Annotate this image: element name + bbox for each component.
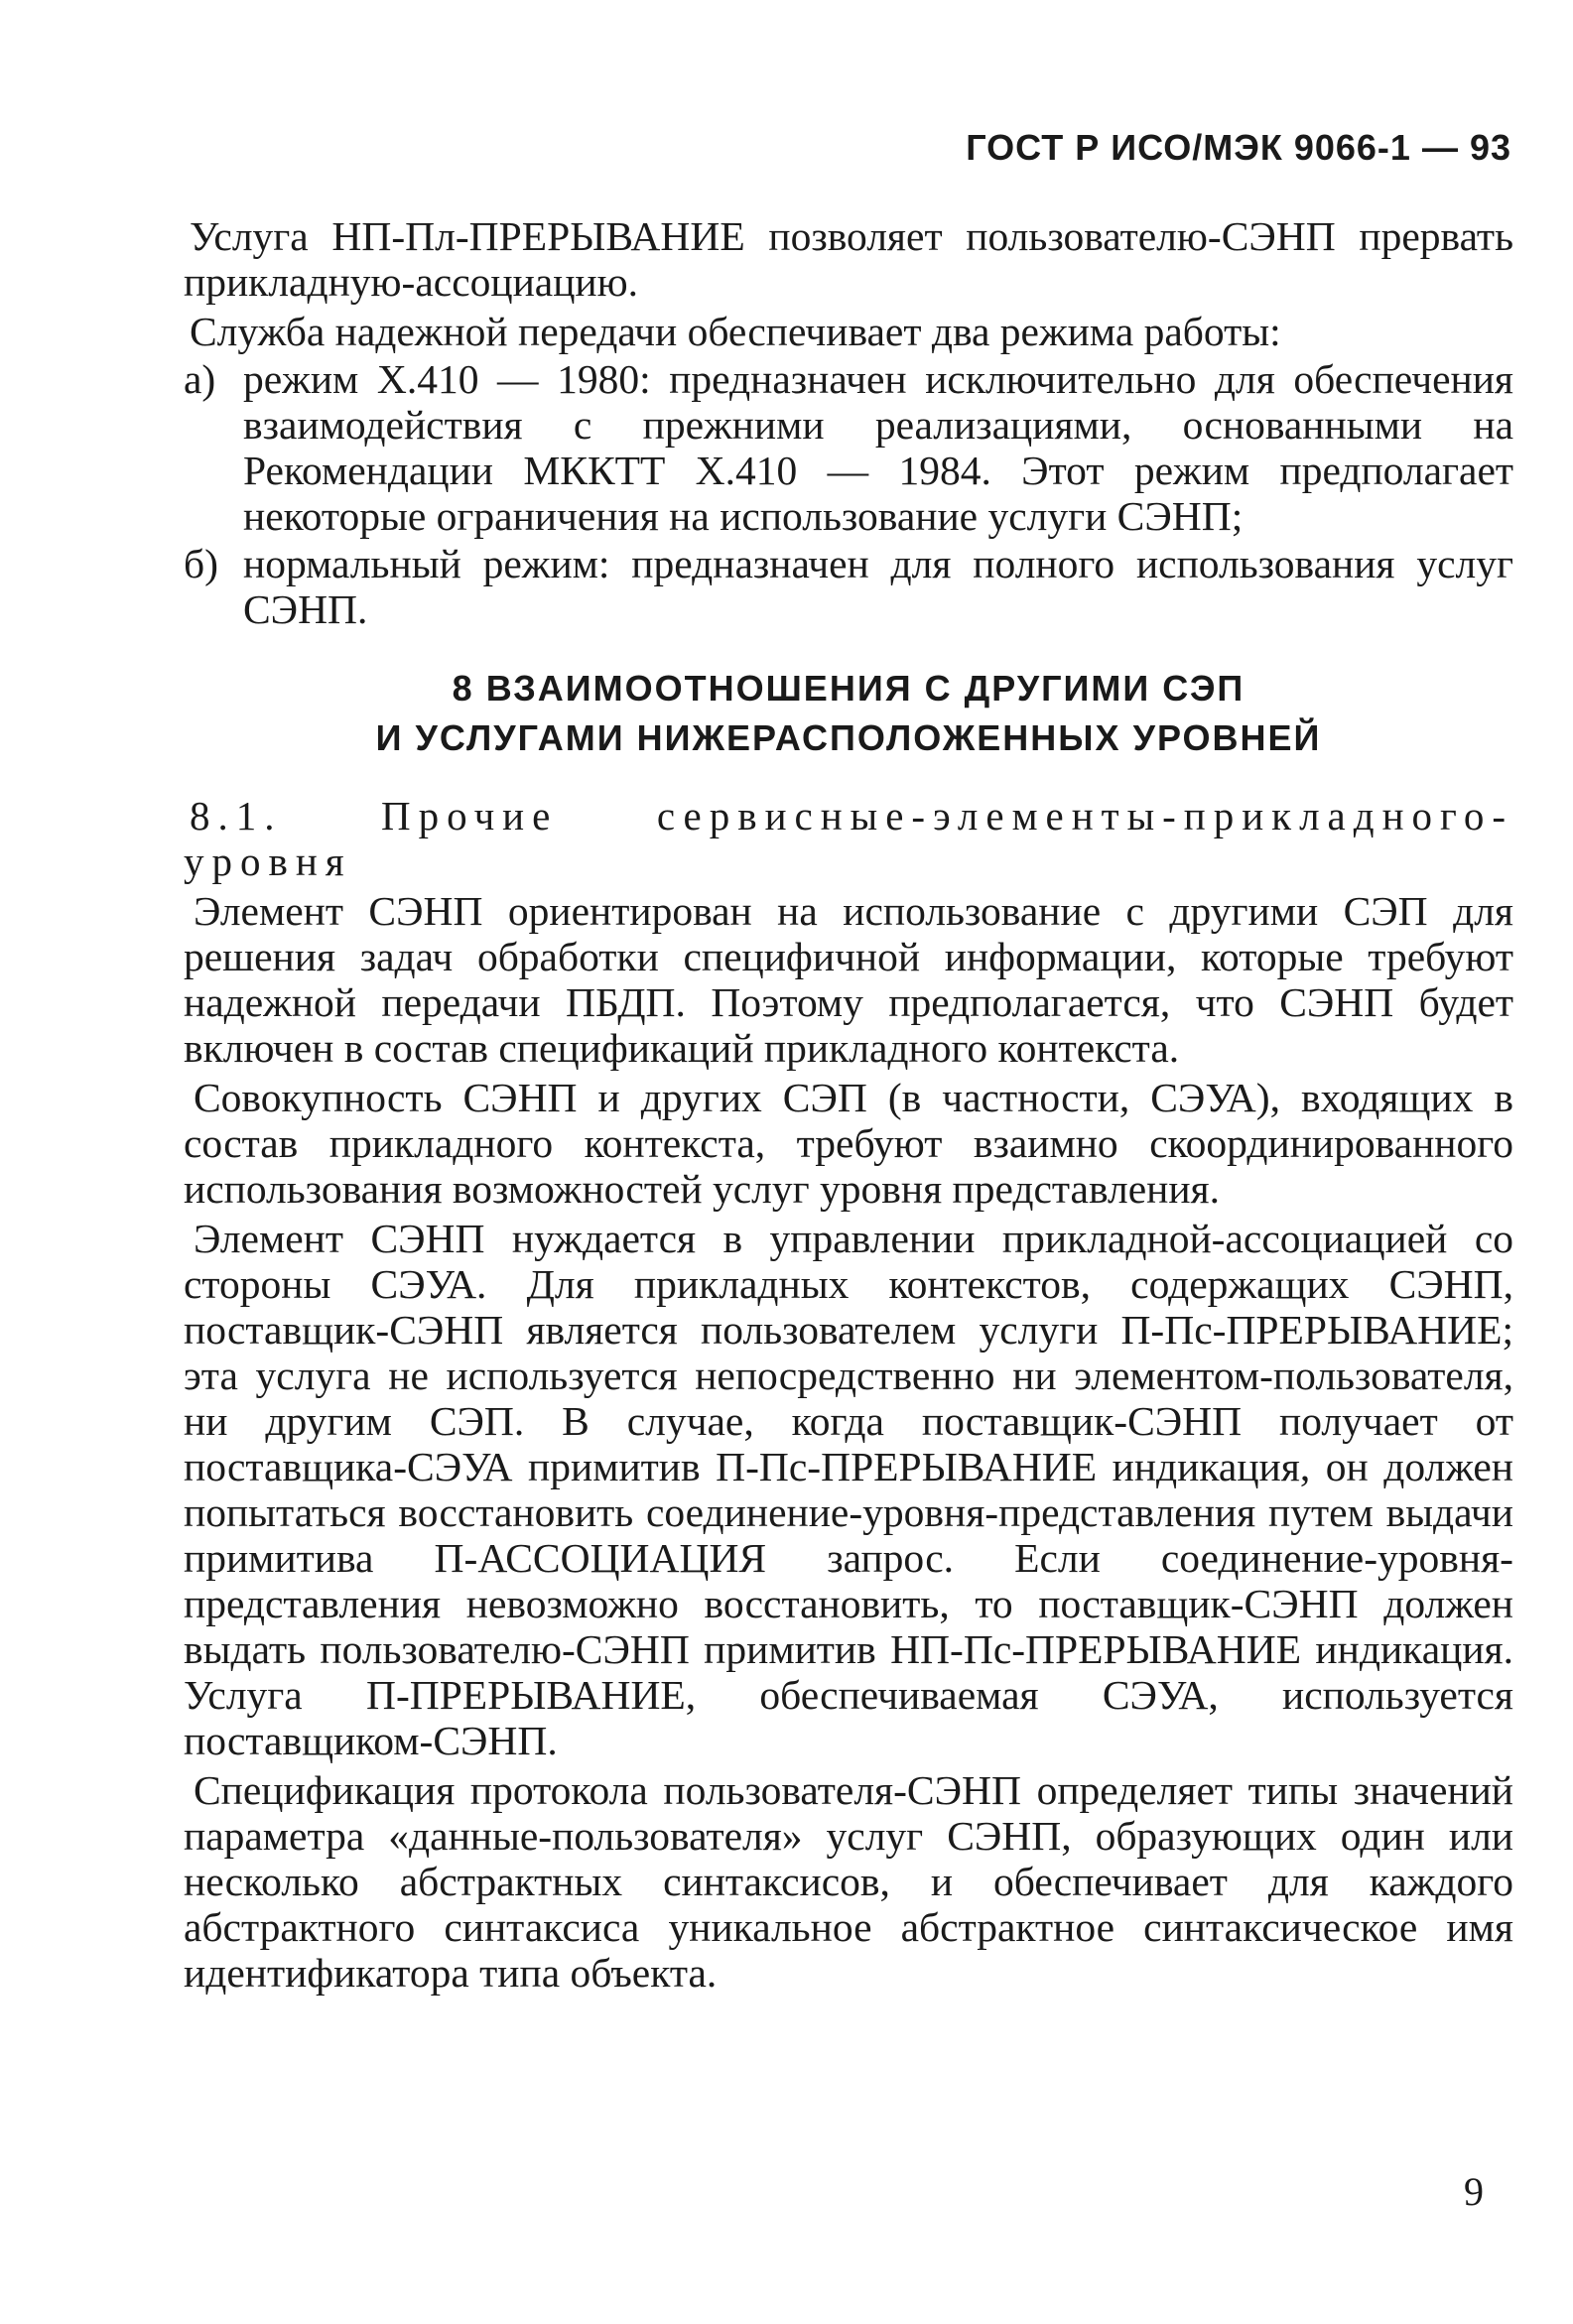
paragraph-abort-service: Услуга НП-Пл-ПРЕРЫВАНИЕ позволяет пользователю-СЭНП прервать прикладную-ассоциацию. [184, 213, 1513, 305]
page-number: 9 [1464, 2169, 1484, 2214]
list-item-text: режим X.410 — 1980: предназначен исключительно для обеспечения взаимодействия с прежними реализациями, основанными на Рекомендации МККТТ X.410 — 1984. Этот режим предполагает некоторые ограничения на использование услуги СЭНП; [243, 356, 1513, 539]
list-marker: б) [184, 541, 218, 586]
subsection-heading: 8.1. Прочие сервисные-элементы-прикладного-уровня [184, 793, 1513, 884]
paragraph: Элемент СЭНП нуждается в управлении прикладной-ассоциацией со стороны СЭУА. Для прикладных контекстов, содержащих СЭНП, поставщик-СЭНП является пользователем услуги П-Пс-ПРЕРЫВАНИЕ; эта услуга не используется непосредственно ни элементом-пользователя, ни другим СЭП. В случае, когда поставщик-СЭНП получает от поставщика-СЭУА примитив П-Пс-ПРЕРЫВАНИЕ индикация, он должен попытаться восстановить соединение-уровня-представления путем выдачи примитива П-АССОЦИАЦИЯ запрос. Если соединение-уровня-представления невозможно восстановить, то поставщик-СЭНП должен выдать пользователю-СЭНП примитив НП-Пс-ПРЕРЫВАНИЕ индикация. Услуга П-ПРЕРЫВАНИЕ, обеспечиваемая СЭУА, используется поставщиком-СЭНП. [184, 1216, 1513, 1763]
section-heading-line-1: 8 ВЗАИМООТНОШЕНИЯ С ДРУГИМИ СЭП [452, 668, 1245, 709]
page-body [184, 213, 1513, 1996]
modes-list [184, 356, 1513, 632]
section-heading-line-2: И УСЛУГАМИ НИЖЕРАСПОЛОЖЕННЫХ УРОВНЕЙ [375, 717, 1322, 758]
list-item [184, 541, 1513, 632]
list-item [184, 356, 1513, 539]
paragraph: Спецификация протокола пользователя-СЭНП определяет типы значений параметра «данные-пользователя» услуг СЭНП, образующих один или несколько абстрактных синтаксисов, и обеспечивает для каждого абстрактного синтаксиса уникальное абстрактное синтаксическое имя идентификатора типа объекта. [184, 1767, 1513, 1996]
paragraph: Элемент СЭНП ориентирован на использование с другими СЭП для решения задач обработки специфичной информации, которые требуют надежной передачи ПБДП. Поэтому предполагается, что СЭНП будет включен в состав спецификаций прикладного контекста. [184, 888, 1513, 1071]
paragraph: Совокупность СЭНП и других СЭП (в частности, СЭУА), входящих в состав прикладного контекста, требуют взаимно скоординированного использования возможностей услуг уровня представления. [184, 1075, 1513, 1212]
list-item-text: нормальный режим: предназначен для полного использования услуг СЭНП. [243, 541, 1513, 632]
section-heading [184, 664, 1513, 763]
list-marker: а) [184, 356, 216, 402]
paragraph-modes-intro: Служба надежной передачи обеспечивает два режима работы: [190, 309, 1281, 354]
page-header: ГОСТ Р ИСО/МЭК 9066-1 — 93 [966, 127, 1511, 168]
